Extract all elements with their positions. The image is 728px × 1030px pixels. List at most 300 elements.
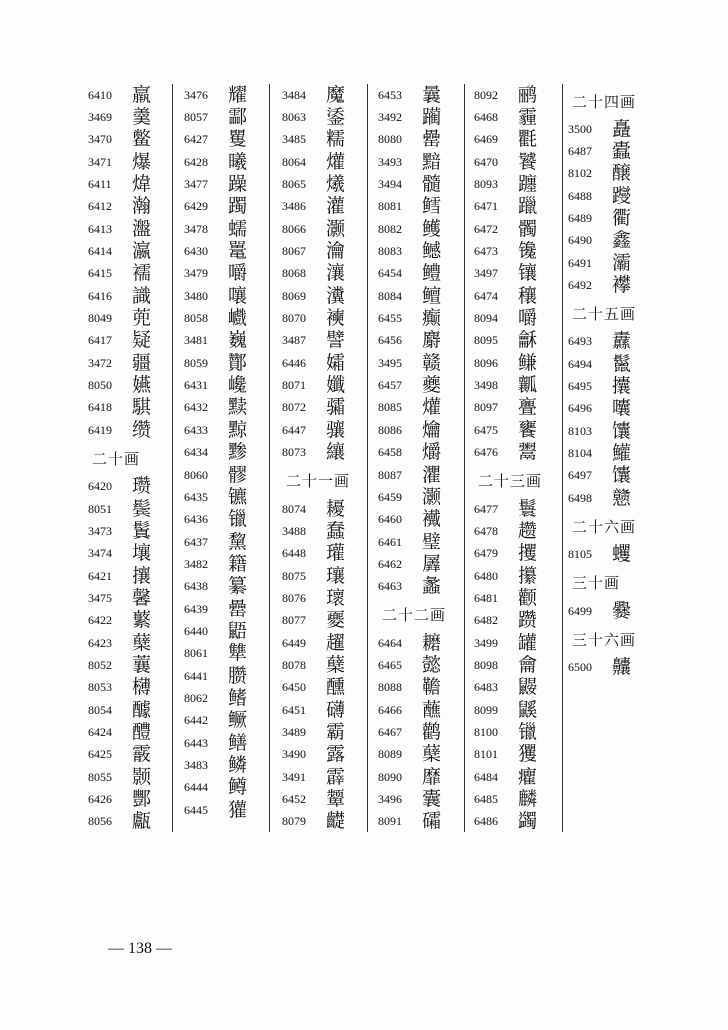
index-entry (474, 442, 542, 464)
entry-number: 8088 (378, 680, 402, 695)
entry-character: 赣 (422, 351, 442, 374)
index-entry (184, 710, 247, 732)
entry-number: 3481 (184, 333, 208, 348)
index-entry (282, 240, 350, 262)
entry-character: 爔 (326, 173, 346, 196)
entry-character: 黩 (228, 396, 248, 419)
entry-character: 蠢 (326, 519, 346, 542)
entry-character: 霰 (132, 743, 152, 766)
entry-character: 鳣 (422, 284, 442, 307)
entry-character: 懿 (422, 653, 442, 676)
entry-character: 纛 (612, 330, 632, 353)
entry-character: 黪 (228, 441, 248, 464)
entry-number: 6429 (184, 199, 208, 214)
entry-character: 趱 (518, 519, 538, 542)
entry-number: 8069 (282, 288, 306, 303)
entry-character: 獾 (228, 798, 248, 821)
vertical-rule (269, 84, 270, 832)
entry-number: 6432 (184, 400, 208, 415)
index-entry (282, 632, 350, 654)
entry-number: 6493 (568, 334, 592, 349)
entry-character: 灌 (326, 195, 346, 218)
entry-number: 8085 (378, 400, 402, 415)
index-entry (184, 777, 247, 799)
entry-character: 靡 (422, 765, 442, 788)
entry-number: 6463 (378, 579, 402, 594)
index-entry (282, 173, 350, 195)
index-entry (474, 285, 542, 307)
index-entry (378, 263, 446, 285)
stroke-count-heading (282, 464, 350, 498)
index-entry (88, 654, 151, 676)
entry-character: 囊 (422, 787, 442, 810)
entry-number: 6417 (88, 333, 112, 348)
entry-character: 鳞 (228, 753, 248, 776)
entry-number: 6447 (282, 422, 306, 437)
index-entry (474, 721, 542, 743)
entry-number: 8075 (282, 568, 306, 583)
index-entry (282, 721, 350, 743)
entry-number: 6439 (184, 601, 208, 616)
entry-character: 瓌 (326, 586, 346, 609)
index-entry (88, 543, 151, 565)
index-entry (184, 464, 247, 486)
entry-number: 8091 (378, 814, 402, 829)
entry-number: 6430 (184, 244, 208, 259)
index-entry (282, 520, 350, 542)
index-entry (378, 307, 446, 329)
index-entry (378, 553, 446, 575)
entry-number: 8102 (568, 166, 592, 181)
index-entry (568, 163, 636, 185)
index-entry (378, 766, 446, 788)
index-entry (378, 632, 446, 654)
entry-number: 8095 (474, 333, 498, 348)
index-entry (88, 151, 151, 173)
entry-character: 鬓 (132, 497, 152, 520)
entry-character: 穰 (518, 284, 538, 307)
entry-character: 爝 (422, 441, 442, 464)
entry-number: 6470 (474, 154, 498, 169)
entry-number: 3485 (282, 132, 306, 147)
vertical-rule (464, 84, 465, 832)
entry-character: 鳟 (228, 776, 248, 799)
entry-character: 瓒 (132, 475, 152, 498)
index-entry (184, 598, 247, 620)
entry-number: 8066 (282, 221, 306, 236)
entry-character: 玃 (518, 743, 538, 766)
entry-number: 3492 (378, 110, 402, 125)
index-entry (474, 151, 542, 173)
entry-character: 襫 (326, 307, 346, 330)
entry-number: 8061 (184, 646, 208, 661)
entry-number: 8049 (88, 311, 112, 326)
entry-character: 襻 (612, 274, 632, 297)
index-entry (184, 643, 247, 665)
entry-character: 鬒 (132, 519, 152, 542)
entry-number: 6452 (282, 791, 306, 806)
index-entry (282, 285, 350, 307)
entry-number: 6411 (88, 177, 112, 192)
index-entry (568, 487, 636, 509)
entry-character: 霸 (326, 720, 346, 743)
index-entry (88, 173, 151, 195)
index-entry (474, 632, 542, 654)
entry-character: 曩 (422, 83, 442, 106)
entry-character: 戆 (612, 486, 632, 509)
index-entry (282, 654, 350, 676)
index-entry (378, 173, 446, 195)
index-entry (184, 151, 247, 173)
entry-character: 蠼 (612, 543, 632, 566)
index-entry (474, 129, 542, 151)
entry-number: 3472 (88, 355, 112, 370)
entry-character: 羸 (132, 83, 152, 106)
entry-number: 6425 (88, 747, 112, 762)
index-entry (474, 811, 542, 833)
entry-character: 齼 (326, 810, 346, 833)
index-entry (474, 84, 542, 106)
index-entry (88, 397, 151, 419)
entry-number: 8065 (282, 177, 306, 192)
index-entry (378, 788, 446, 810)
entry-number: 6428 (184, 154, 208, 169)
entry-number: 6479 (474, 546, 498, 561)
index-entry (474, 677, 542, 699)
index-entry (474, 498, 542, 520)
entry-character: 罐 (518, 631, 538, 654)
entry-character: 躔 (518, 173, 538, 196)
entry-number: 6454 (378, 266, 402, 281)
stroke-count-heading (378, 598, 446, 632)
entry-character: 醵 (132, 698, 152, 721)
entry-character: 鳡 (422, 240, 442, 263)
index-entry (184, 285, 247, 307)
entry-number: 6472 (474, 221, 498, 236)
index-entry (474, 218, 542, 240)
entry-character: 齉 (612, 655, 632, 678)
entry-character: 趯 (326, 631, 346, 654)
index-entry (184, 509, 247, 531)
entry-character: 躏 (422, 106, 442, 129)
entry-character: 夒 (326, 609, 346, 632)
entry-number: 3471 (88, 154, 112, 169)
entry-character: 罍 (228, 597, 248, 620)
entry-number: 8072 (282, 400, 306, 415)
index-entry (378, 218, 446, 240)
index-entry (184, 486, 247, 508)
entry-character: 蔸 (132, 307, 152, 330)
entry-number: 8099 (474, 702, 498, 717)
entry-character: 鳠 (422, 217, 442, 240)
entry-number: 6441 (184, 668, 208, 683)
entry-number: 3496 (378, 791, 402, 806)
entry-number: 8098 (474, 657, 498, 672)
entry-number: 8094 (474, 311, 498, 326)
entry-character: 爚 (422, 418, 442, 441)
entry-character: 露 (326, 743, 346, 766)
index-entry (282, 498, 350, 520)
entry-character: 酆 (132, 787, 152, 810)
entry-character: 蘩 (132, 609, 152, 632)
entry-number: 3493 (378, 154, 402, 169)
entry-number: 8093 (474, 177, 498, 192)
entry-number: 3495 (378, 355, 402, 370)
entry-number: 6416 (88, 288, 112, 303)
entry-character: 璧 (422, 530, 442, 553)
entry-character: 甗 (132, 810, 152, 833)
heading-text: 二十二画 (382, 606, 447, 625)
index-column-1 (88, 84, 151, 833)
vertical-rule (172, 84, 173, 832)
entry-number: 6474 (474, 288, 498, 303)
entry-character: 鳒 (518, 351, 538, 374)
entry-number: 8070 (282, 311, 306, 326)
index-entry (88, 788, 151, 810)
entry-number: 6420 (88, 479, 112, 494)
entry-character: 癫 (422, 307, 442, 330)
index-entry (568, 140, 636, 162)
index-entry (474, 196, 542, 218)
index-entry (378, 744, 446, 766)
entry-character: 镵 (518, 240, 538, 263)
entry-character: 鹂 (518, 83, 538, 106)
index-entry (282, 610, 350, 632)
entry-number: 8057 (184, 110, 208, 125)
entry-character: 爆 (132, 150, 152, 173)
entry-number: 6434 (184, 445, 208, 460)
entry-character: 曦 (228, 150, 248, 173)
entry-character: 鬣 (612, 352, 632, 375)
index-entry (474, 240, 542, 262)
index-entry (282, 84, 350, 106)
index-entry (568, 207, 636, 229)
index-entry (88, 677, 151, 699)
entry-character: 髑 (518, 217, 538, 240)
entry-number: 6468 (474, 110, 498, 125)
index-entry (184, 799, 247, 821)
entry-number: 8078 (282, 657, 306, 672)
entry-number: 8064 (282, 154, 306, 169)
entry-number: 8082 (378, 221, 402, 236)
entry-number: 6444 (184, 780, 208, 795)
entry-number: 6457 (378, 378, 402, 393)
entry-number: 3475 (88, 590, 112, 605)
stroke-count-heading (474, 464, 542, 498)
index-entry (282, 543, 350, 565)
entry-number: 6450 (282, 680, 306, 695)
entry-number: 8063 (282, 110, 306, 125)
entry-character: 躅 (228, 195, 248, 218)
entry-character: 孅 (326, 374, 346, 397)
entry-character: 鼍 (228, 240, 248, 263)
entry-character: 攫 (518, 542, 538, 565)
entry-number: 8086 (378, 422, 402, 437)
entry-number: 6466 (378, 702, 402, 717)
entry-character: 霾 (518, 106, 538, 129)
entry-character: 躐 (518, 195, 538, 218)
index-entry (88, 419, 151, 441)
entry-character: 氍 (518, 128, 538, 151)
entry-number: 6484 (474, 769, 498, 784)
entry-character: 髎 (228, 463, 248, 486)
index-entry (568, 252, 636, 274)
heading-text: 三十六画 (572, 630, 637, 649)
entry-number: 6483 (474, 680, 498, 695)
entry-number: 8060 (184, 467, 208, 482)
entry-number: 3500 (568, 121, 592, 136)
entry-character: 躜 (518, 609, 538, 632)
index-entry (184, 620, 247, 642)
index-entry (282, 677, 350, 699)
entry-character: 饕 (518, 150, 538, 173)
index-entry (378, 374, 446, 396)
index-entry (474, 565, 542, 587)
entry-character: 嚷 (228, 284, 248, 307)
entry-number: 6419 (88, 422, 112, 437)
entry-number: 6422 (88, 613, 112, 628)
entry-number: 3469 (88, 110, 112, 125)
entry-number: 8052 (88, 657, 112, 672)
heading-text: 二十五画 (572, 305, 637, 324)
entry-number: 6427 (184, 132, 208, 147)
index-entry (184, 196, 247, 218)
entry-character: 灈 (422, 463, 442, 486)
entry-number: 6443 (184, 735, 208, 750)
entry-character: 瓖 (326, 564, 346, 587)
entry-character: 礴 (326, 698, 346, 721)
entry-character: 耰 (326, 497, 346, 520)
entry-number: 8077 (282, 613, 306, 628)
entry-character: 蘖 (326, 653, 346, 676)
index-entry (88, 610, 151, 632)
entry-character: 瀼 (326, 262, 346, 285)
entry-character: 鬟 (518, 497, 538, 520)
entry-character: 孀 (326, 351, 346, 374)
entry-number: 6488 (568, 188, 592, 203)
entry-character: 鼯 (228, 619, 248, 642)
index-entry (568, 398, 636, 420)
index-entry (184, 374, 247, 396)
entry-number: 6421 (88, 568, 112, 583)
entry-character: 酇 (228, 351, 248, 374)
entry-character: 黯 (422, 150, 442, 173)
entry-number: 6448 (282, 546, 306, 561)
entry-character: 嬿 (132, 374, 152, 397)
entry-character: 癯 (518, 765, 538, 788)
entry-character: 夔 (422, 374, 442, 397)
entry-character: 臜 (228, 664, 248, 687)
index-entry (282, 442, 350, 464)
entry-character: 鳍 (228, 686, 248, 709)
entry-character: 蠕 (228, 217, 248, 240)
index-entry (88, 476, 151, 498)
index-entry (568, 118, 636, 140)
entry-number: 8054 (88, 702, 112, 717)
index-entry (184, 665, 247, 687)
heading-text: 二十四画 (572, 92, 637, 111)
heading-text: 二十三画 (478, 472, 543, 491)
index-entry (378, 509, 446, 531)
entry-number: 6423 (88, 635, 112, 650)
index-entry (88, 352, 151, 374)
index-entry (184, 419, 247, 441)
entry-character: 黧 (228, 530, 248, 553)
index-entry (282, 788, 350, 810)
entry-character: 鳖 (132, 128, 152, 151)
entry-character: 颧 (518, 586, 538, 609)
entry-number: 8067 (282, 244, 306, 259)
vertical-rule (562, 84, 563, 832)
index-entry (378, 106, 446, 128)
index-entry (474, 173, 542, 195)
vertical-rule (367, 84, 368, 832)
entry-character: 矗 (612, 117, 632, 140)
index-entry (184, 531, 247, 553)
index-entry (184, 106, 247, 128)
entry-character: 蘘 (132, 653, 152, 676)
index-entry (474, 352, 542, 374)
entry-character: 犨 (228, 642, 248, 665)
index-entry (88, 632, 151, 654)
entry-number: 6413 (88, 221, 112, 236)
entry-character: 瀚 (132, 195, 152, 218)
entry-character: 蠹 (612, 140, 632, 163)
index-entry (282, 374, 350, 396)
entry-number: 8076 (282, 590, 306, 605)
index-entry (378, 699, 446, 721)
entry-number: 6453 (378, 87, 402, 102)
index-entry (282, 307, 350, 329)
index-entry (282, 397, 350, 419)
entry-character: 攮 (612, 375, 632, 398)
entry-number: 8074 (282, 501, 306, 516)
entry-character: 巇 (228, 307, 248, 330)
entry-character: 嚼 (228, 262, 248, 285)
entry-number: 6489 (568, 211, 592, 226)
entry-character: 馕 (612, 419, 632, 442)
entry-number: 8089 (378, 747, 402, 762)
entry-number: 6494 (568, 356, 592, 371)
index-entry (568, 230, 636, 252)
index-entry (378, 84, 446, 106)
index-entry (378, 330, 446, 352)
entry-character: 饔 (518, 418, 538, 441)
entry-character: 躁 (228, 173, 248, 196)
entry-number: 3488 (282, 523, 306, 538)
index-entry (378, 151, 446, 173)
entry-number: 6424 (88, 724, 112, 739)
entry-character: 鳕 (422, 195, 442, 218)
entry-character: 纂 (228, 575, 248, 598)
index-entry (474, 307, 542, 329)
index-entry (88, 129, 151, 151)
entry-number: 3491 (282, 769, 306, 784)
index-entry (378, 654, 446, 676)
heading-text: 二十一画 (286, 472, 351, 491)
index-entry (282, 218, 350, 240)
index-entry (378, 442, 446, 464)
entry-character: 巍 (228, 329, 248, 352)
entry-number: 6455 (378, 311, 402, 326)
entry-number: 8087 (378, 467, 402, 482)
entry-number: 3489 (282, 724, 306, 739)
entry-number: 6449 (282, 635, 306, 650)
entry-character: 颦 (326, 787, 346, 810)
entry-number: 6410 (88, 87, 112, 102)
entry-number: 8096 (474, 355, 498, 370)
entry-character: 耱 (422, 631, 442, 654)
